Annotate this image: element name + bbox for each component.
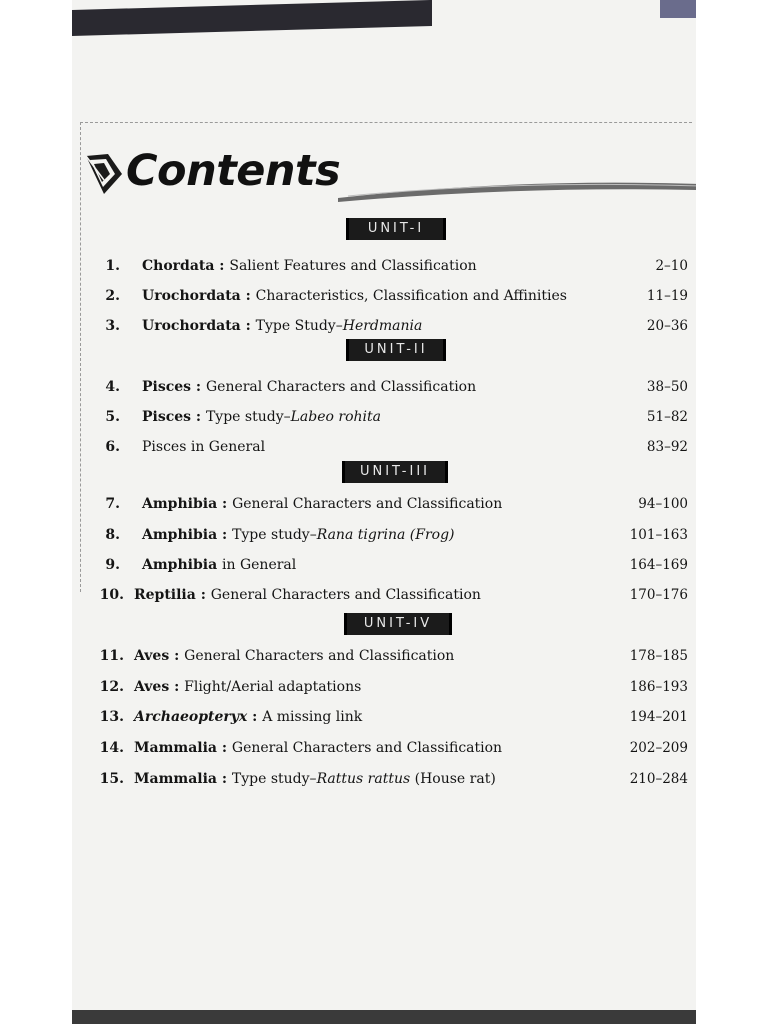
- entry-text: General Characters and Classification: [210, 587, 481, 603]
- contents-entry[interactable]: [72, 376, 696, 398]
- entry-text: Type Study–: [255, 318, 343, 334]
- entry-page-range: 38–50: [646, 379, 688, 395]
- entry-number: 1.: [105, 258, 120, 274]
- entry-number: 14.: [99, 740, 124, 756]
- pen-nib-icon: [82, 150, 126, 198]
- entry-subject: Reptilia: [134, 587, 196, 603]
- entry-title: [142, 255, 477, 277]
- entry-text: A missing link: [262, 709, 363, 725]
- entry-text: Type study–: [205, 409, 291, 425]
- entry-separator: :: [240, 318, 256, 334]
- entry-subject: Aves: [134, 679, 170, 695]
- entry-page-range: 101–163: [629, 527, 688, 543]
- entry-title: [142, 285, 567, 307]
- entry-number: 10.: [99, 587, 124, 603]
- unit-badge-3: UNIT-III: [342, 461, 448, 483]
- entry-separator: :: [191, 379, 206, 395]
- entry-number: 4.: [105, 379, 120, 395]
- entry-text: in General: [222, 557, 297, 573]
- entry-title: [142, 436, 265, 458]
- contents-entry[interactable]: [72, 406, 696, 428]
- entry-subject: Amphibia: [142, 496, 218, 512]
- entry-title: [142, 406, 381, 428]
- entry-title: [142, 315, 422, 337]
- entry-page-range: 210–284: [629, 771, 688, 787]
- contents-entry[interactable]: [72, 676, 696, 698]
- entry-page-range: 2–10: [655, 258, 688, 274]
- contents-entry[interactable]: [72, 768, 696, 790]
- entry-title: [142, 493, 502, 515]
- entry-text: Salient Features and Classification: [229, 258, 477, 274]
- entry-text: Pisces in General: [142, 439, 266, 455]
- entry-separator: :: [191, 409, 206, 425]
- entry-title: [134, 706, 362, 728]
- entry-number: 9.: [105, 557, 120, 573]
- entry-separator: :: [195, 587, 211, 603]
- entry-text: Type study–: [231, 771, 317, 787]
- entry-number: 13.: [99, 709, 124, 725]
- entry-subject: Amphibia: [142, 557, 218, 573]
- entry-subject: Mammalia: [134, 740, 217, 756]
- entry-text: Type study–: [232, 527, 317, 543]
- entry-title: [134, 737, 502, 759]
- entry-italic-text: Herdmania: [342, 318, 423, 334]
- entry-page-range: 202–209: [629, 740, 688, 756]
- entry-subject: Amphibia: [142, 527, 218, 543]
- top-shadow-band: [72, 0, 432, 36]
- entry-text: Characteristics, Classification and Affinities: [255, 288, 567, 304]
- entry-tail-text: (House rat): [410, 771, 496, 787]
- contents-entry[interactable]: [72, 436, 696, 458]
- entry-number: 5.: [105, 409, 120, 425]
- unit-badge-2: UNIT-II: [346, 339, 446, 361]
- unit-badge-4: UNIT-IV: [344, 613, 452, 635]
- entry-subject: Aves: [134, 648, 170, 664]
- entry-subject: Archaeopteryx: [134, 709, 248, 725]
- entry-text: General Characters and Classification: [205, 379, 477, 395]
- entry-title: [142, 554, 296, 576]
- contents-entry[interactable]: [72, 255, 696, 277]
- entry-number: 2.: [105, 288, 120, 304]
- entry-separator: :: [217, 496, 233, 512]
- entry-title: [134, 768, 496, 790]
- contents-entry[interactable]: [72, 554, 696, 576]
- frame-top-line: [80, 122, 692, 123]
- entry-page-range: 194–201: [629, 709, 688, 725]
- contents-entry[interactable]: [72, 315, 696, 337]
- bottom-shadow-band: [72, 1010, 696, 1024]
- entry-title: [134, 645, 454, 667]
- entry-subject: Chordata: [142, 258, 215, 274]
- contents-entry[interactable]: [72, 584, 696, 606]
- contents-header: [80, 148, 696, 208]
- entry-subject: Urochordata: [142, 288, 241, 304]
- contents-entry[interactable]: [72, 285, 696, 307]
- entry-title: [134, 584, 481, 606]
- entry-separator: :: [217, 527, 233, 543]
- title-swoosh: [338, 172, 696, 202]
- entry-separator: :: [169, 648, 185, 664]
- entry-page-range: 186–193: [629, 679, 688, 695]
- entry-italic-text: Rattus rattus: [316, 771, 411, 787]
- entry-separator: :: [240, 288, 256, 304]
- contents-entry[interactable]: [72, 645, 696, 667]
- entry-separator: :: [214, 258, 230, 274]
- book-page: [72, 0, 696, 1024]
- entry-number: 3.: [105, 318, 120, 334]
- entry-page-range: 164–169: [629, 557, 688, 573]
- entry-page-range: 11–19: [646, 288, 688, 304]
- entry-page-range: 170–176: [629, 587, 688, 603]
- entry-italic-text: Labeo rohita: [290, 409, 381, 425]
- entry-page-range: 20–36: [646, 318, 688, 334]
- entry-page-range: 94–100: [638, 496, 688, 512]
- entry-separator: :: [169, 679, 185, 695]
- contents-entry[interactable]: [72, 493, 696, 515]
- entry-number: 8.: [105, 527, 120, 543]
- page-title: Contents: [126, 146, 341, 196]
- unit-badge-1: UNIT-I: [346, 218, 446, 240]
- entry-number: 12.: [99, 679, 124, 695]
- entry-text: General Characters and Classification: [184, 648, 455, 664]
- entry-subject: Pisces: [142, 379, 192, 395]
- entry-number: 11.: [99, 648, 124, 664]
- entry-italic-text: Rana tigrina (Frog): [316, 527, 455, 543]
- entry-text: General Characters and Classification: [231, 740, 503, 756]
- entry-page-range: 83–92: [646, 439, 688, 455]
- entry-title: [134, 676, 361, 698]
- entry-title: [142, 524, 455, 546]
- entry-page-range: 178–185: [629, 648, 688, 664]
- entry-separator: :: [216, 771, 232, 787]
- entry-page-range: 51–82: [646, 409, 688, 425]
- entry-subject: Mammalia: [134, 771, 217, 787]
- entry-number: 7.: [105, 496, 120, 512]
- entry-subject: Pisces: [142, 409, 192, 425]
- entry-text: General Characters and Classification: [232, 496, 503, 512]
- contents-entry[interactable]: [72, 706, 696, 728]
- entry-separator: :: [247, 709, 263, 725]
- entry-number: 6.: [105, 439, 120, 455]
- entry-number: 15.: [99, 771, 124, 787]
- top-corner-edge: [660, 0, 696, 18]
- entry-title: [142, 376, 476, 398]
- entry-text: Flight/Aerial adaptations: [184, 679, 362, 695]
- contents-entry[interactable]: [72, 524, 696, 546]
- entry-separator: :: [216, 740, 232, 756]
- entry-subject: Urochordata: [142, 318, 241, 334]
- contents-entry[interactable]: [72, 737, 696, 759]
